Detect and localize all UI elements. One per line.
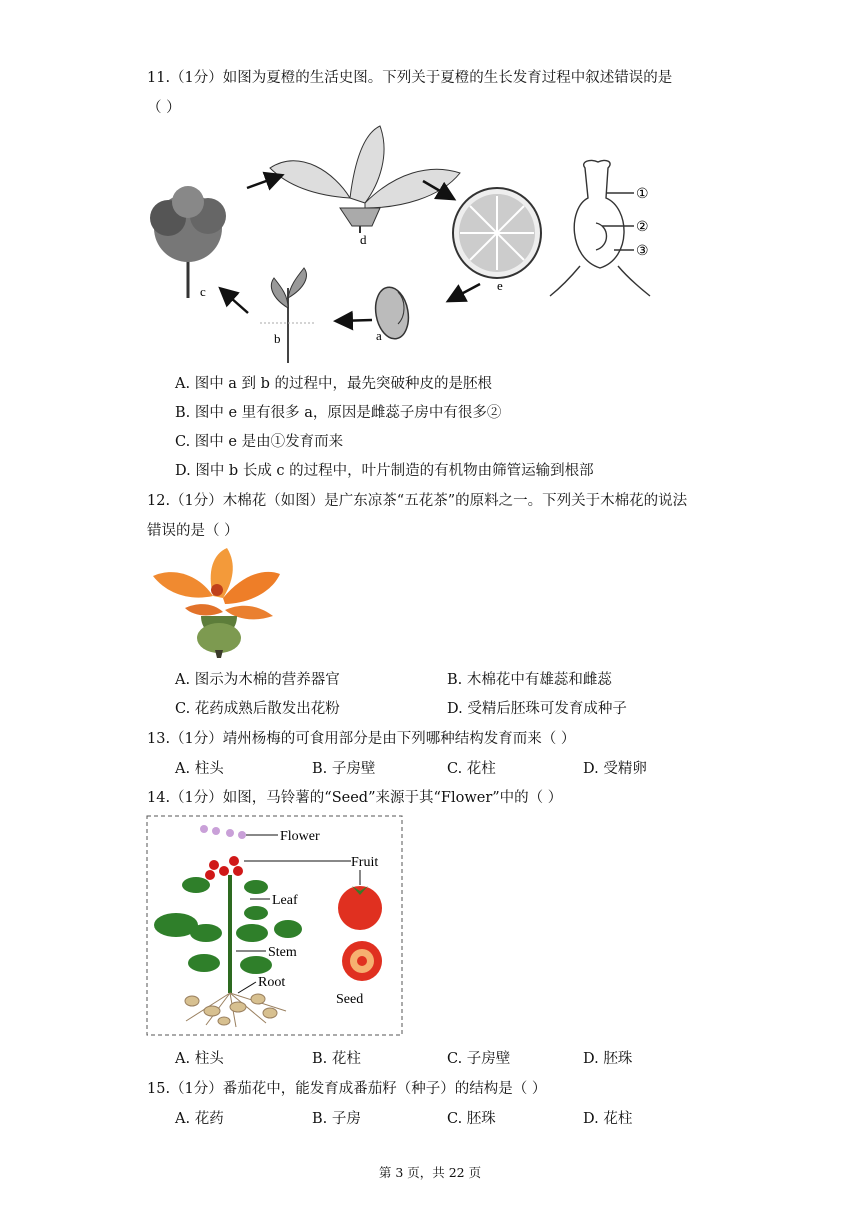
label-a: a <box>376 328 382 343</box>
q15-option-b[interactable]: B. 子房 <box>312 1111 361 1127</box>
label-1: ① <box>636 187 649 202</box>
label-flower: Flower <box>280 829 320 844</box>
q12-stem: 12.（1分）木棉花（如图）是广东凉茶“五花茶”的原料之一。下列关于木棉花的说法 <box>147 493 688 509</box>
page-number-footer: 第 3 页，共 22 页 <box>378 1165 482 1180</box>
q15-option-a[interactable]: A. 花药 <box>175 1111 224 1127</box>
q11-option-a[interactable]: A. 图中 a 到 b 的过程中，最先突破种皮的是胚根 <box>175 376 493 392</box>
q13-option-b[interactable]: B. 子房壁 <box>312 761 376 777</box>
q12-option-a[interactable]: A. 图示为木棉的营养器官 <box>175 672 340 688</box>
label-e: e <box>497 278 503 293</box>
q11-option-c[interactable]: C. 图中 e 是由①发育而来 <box>175 434 344 450</box>
q12-option-c[interactable]: C. 花药成熟后散发出花粉 <box>175 701 340 717</box>
q14-stem: 14.（1分）如图，马铃薯的“Seed”来源于其“Flower”中的（ ） <box>147 790 563 806</box>
q15-stem: 15.（1分）番茄花中，能发育成番茄籽（种子）的结构是（ ） <box>147 1081 547 1097</box>
label-leaf: Leaf <box>272 893 298 908</box>
arrow-b-to-c <box>222 290 248 313</box>
q14-option-d[interactable]: D. 胚珠 <box>583 1051 633 1067</box>
label-b: b <box>274 331 281 346</box>
q12-stem-line2: 错误的是（ ） <box>147 523 239 539</box>
q13-option-d[interactable]: D. 受精卵 <box>583 761 647 777</box>
kapok-flower-image <box>145 546 285 658</box>
seedling-illustration <box>260 268 316 363</box>
q11-life-cycle-figure <box>140 118 680 366</box>
potato-plant-figure <box>146 815 404 1037</box>
arrow-a-to-b <box>338 320 372 321</box>
label-seed: Seed <box>336 992 364 1007</box>
label-fruit: Fruit <box>351 855 379 870</box>
q14-option-b[interactable]: B. 花柱 <box>312 1051 361 1067</box>
q11-stem: 11.（1分）如图为夏橙的生活史图。下列关于夏橙的生长发育过程中叙述错误的是 <box>147 70 673 86</box>
tomato-whole <box>338 886 382 930</box>
label-2: ② <box>636 220 649 235</box>
q12-option-d[interactable]: D. 受精后胚珠可发育成种子 <box>447 701 627 717</box>
arrow-c-to-d <box>247 176 280 188</box>
pistil-diagram <box>550 160 650 296</box>
label-3: ③ <box>636 244 649 259</box>
q15-option-d[interactable]: D. 花柱 <box>583 1111 633 1127</box>
q11-paren: （ ） <box>147 100 181 116</box>
q11-option-d[interactable]: D. 图中 b 长成 c 的过程中，叶片制造的有机物由筛管运输到根部 <box>175 463 594 479</box>
tomato-cross-section <box>342 941 382 981</box>
q13-stem: 13.（1分）靖州杨梅的可食用部分是由下列哪种结构发育而来（ ） <box>147 731 576 747</box>
fruit-cluster <box>205 856 243 880</box>
q11-option-b[interactable]: B. 图中 e 里有很多 a，原因是雌蕊子房中有很多② <box>175 405 502 421</box>
q14-option-a[interactable]: A. 柱头 <box>175 1051 224 1067</box>
q13-option-a[interactable]: A. 柱头 <box>175 761 224 777</box>
arrow-e-to-a <box>450 284 480 300</box>
flower-cluster <box>200 825 246 839</box>
q14-option-c[interactable]: C. 子房壁 <box>447 1051 511 1067</box>
q15-option-c[interactable]: C. 胚珠 <box>447 1111 496 1127</box>
q13-option-c[interactable]: C. 花柱 <box>447 761 496 777</box>
label-root: Root <box>258 975 286 990</box>
flower-illustration <box>270 126 460 233</box>
label-d: d <box>360 232 367 247</box>
tree-illustration <box>150 186 226 298</box>
fruit-cross-section-illustration <box>453 188 541 278</box>
q12-option-b[interactable]: B. 木棉花中有雄蕊和雌蕊 <box>447 672 612 688</box>
label-c: c <box>200 284 206 299</box>
label-stem: Stem <box>268 945 297 960</box>
